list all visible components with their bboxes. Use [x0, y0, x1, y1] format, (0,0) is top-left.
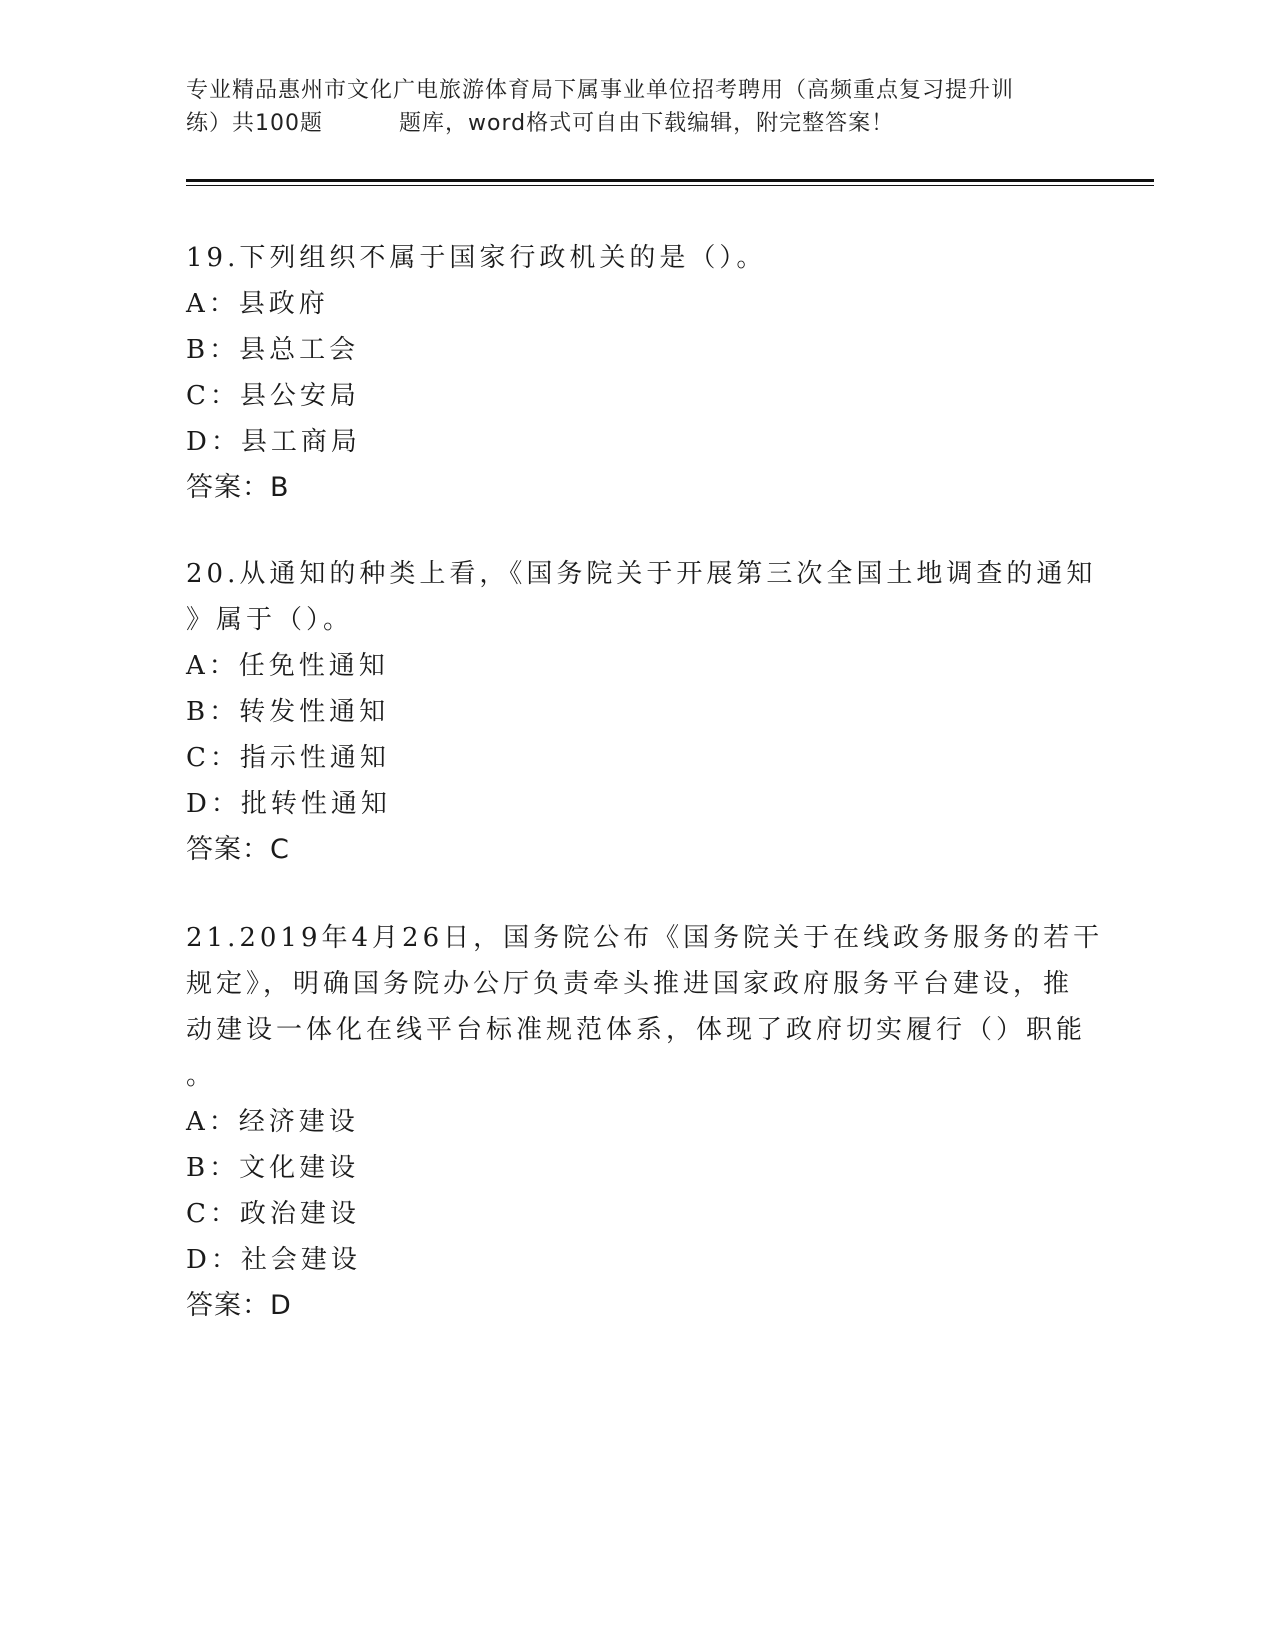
answer: 答案：C — [186, 834, 290, 865]
option-c: C：县公安局 — [186, 381, 360, 411]
option-c: C：指示性通知 — [186, 743, 390, 773]
question-stem-line-2: 规定》，明确国务院办公厅负责牵头推进国家政府服务平台建设，推 — [186, 969, 1074, 999]
header-divider-thick — [186, 179, 1154, 182]
option-a: A：经济建设 — [186, 1107, 359, 1137]
option-a: A：县政府 — [186, 289, 329, 319]
header-title-line-2 — [186, 107, 1086, 140]
option-a: A：任免性通知 — [186, 651, 389, 681]
header-divider-thin — [186, 185, 1154, 186]
answer: 答案：B — [186, 472, 290, 503]
option-d: D：县工商局 — [186, 427, 361, 457]
question-stem-line-1: 20.从通知的种类上看，《国务院关于开展第三次全国土地调查的通知 — [186, 559, 1097, 589]
answer: 答案：D — [186, 1290, 292, 1321]
question-21 — [186, 915, 1104, 1329]
option-d: D：批转性通知 — [186, 789, 391, 819]
header-question-count: 练）共100题 — [186, 111, 323, 136]
question-stem-line-4: 。 — [186, 1061, 217, 1091]
option-d: D：社会建设 — [186, 1245, 361, 1275]
question-stem-line-2: 》属于（）。 — [186, 605, 354, 635]
header-download-note: 题库，word格式可自由下载编辑，附完整答案！ — [399, 111, 895, 136]
question-19 — [186, 235, 1086, 511]
question-stem-line-1: 21.2019年4月26日，国务院公布《国务院关于在线政务服务的若干 — [186, 923, 1104, 953]
option-c: C：政治建设 — [186, 1199, 360, 1229]
option-b: B：文化建设 — [186, 1153, 360, 1183]
option-b: B：县总工会 — [186, 335, 360, 365]
question-20 — [186, 551, 1097, 873]
question-stem-line-3: 动建设一体化在线平台标准规范体系，体现了政府切实履行（）职能 — [186, 1015, 1087, 1045]
header-title-line-1: 专业精品惠州市文化广电旅游体育局下属事业单位招考聘用（高频重点复习提升训 — [186, 78, 1015, 103]
option-b: B：转发性通知 — [186, 697, 390, 727]
document-header — [186, 74, 1086, 140]
question-stem: 19.下列组织不属于国家行政机关的是（）。 — [186, 243, 767, 273]
